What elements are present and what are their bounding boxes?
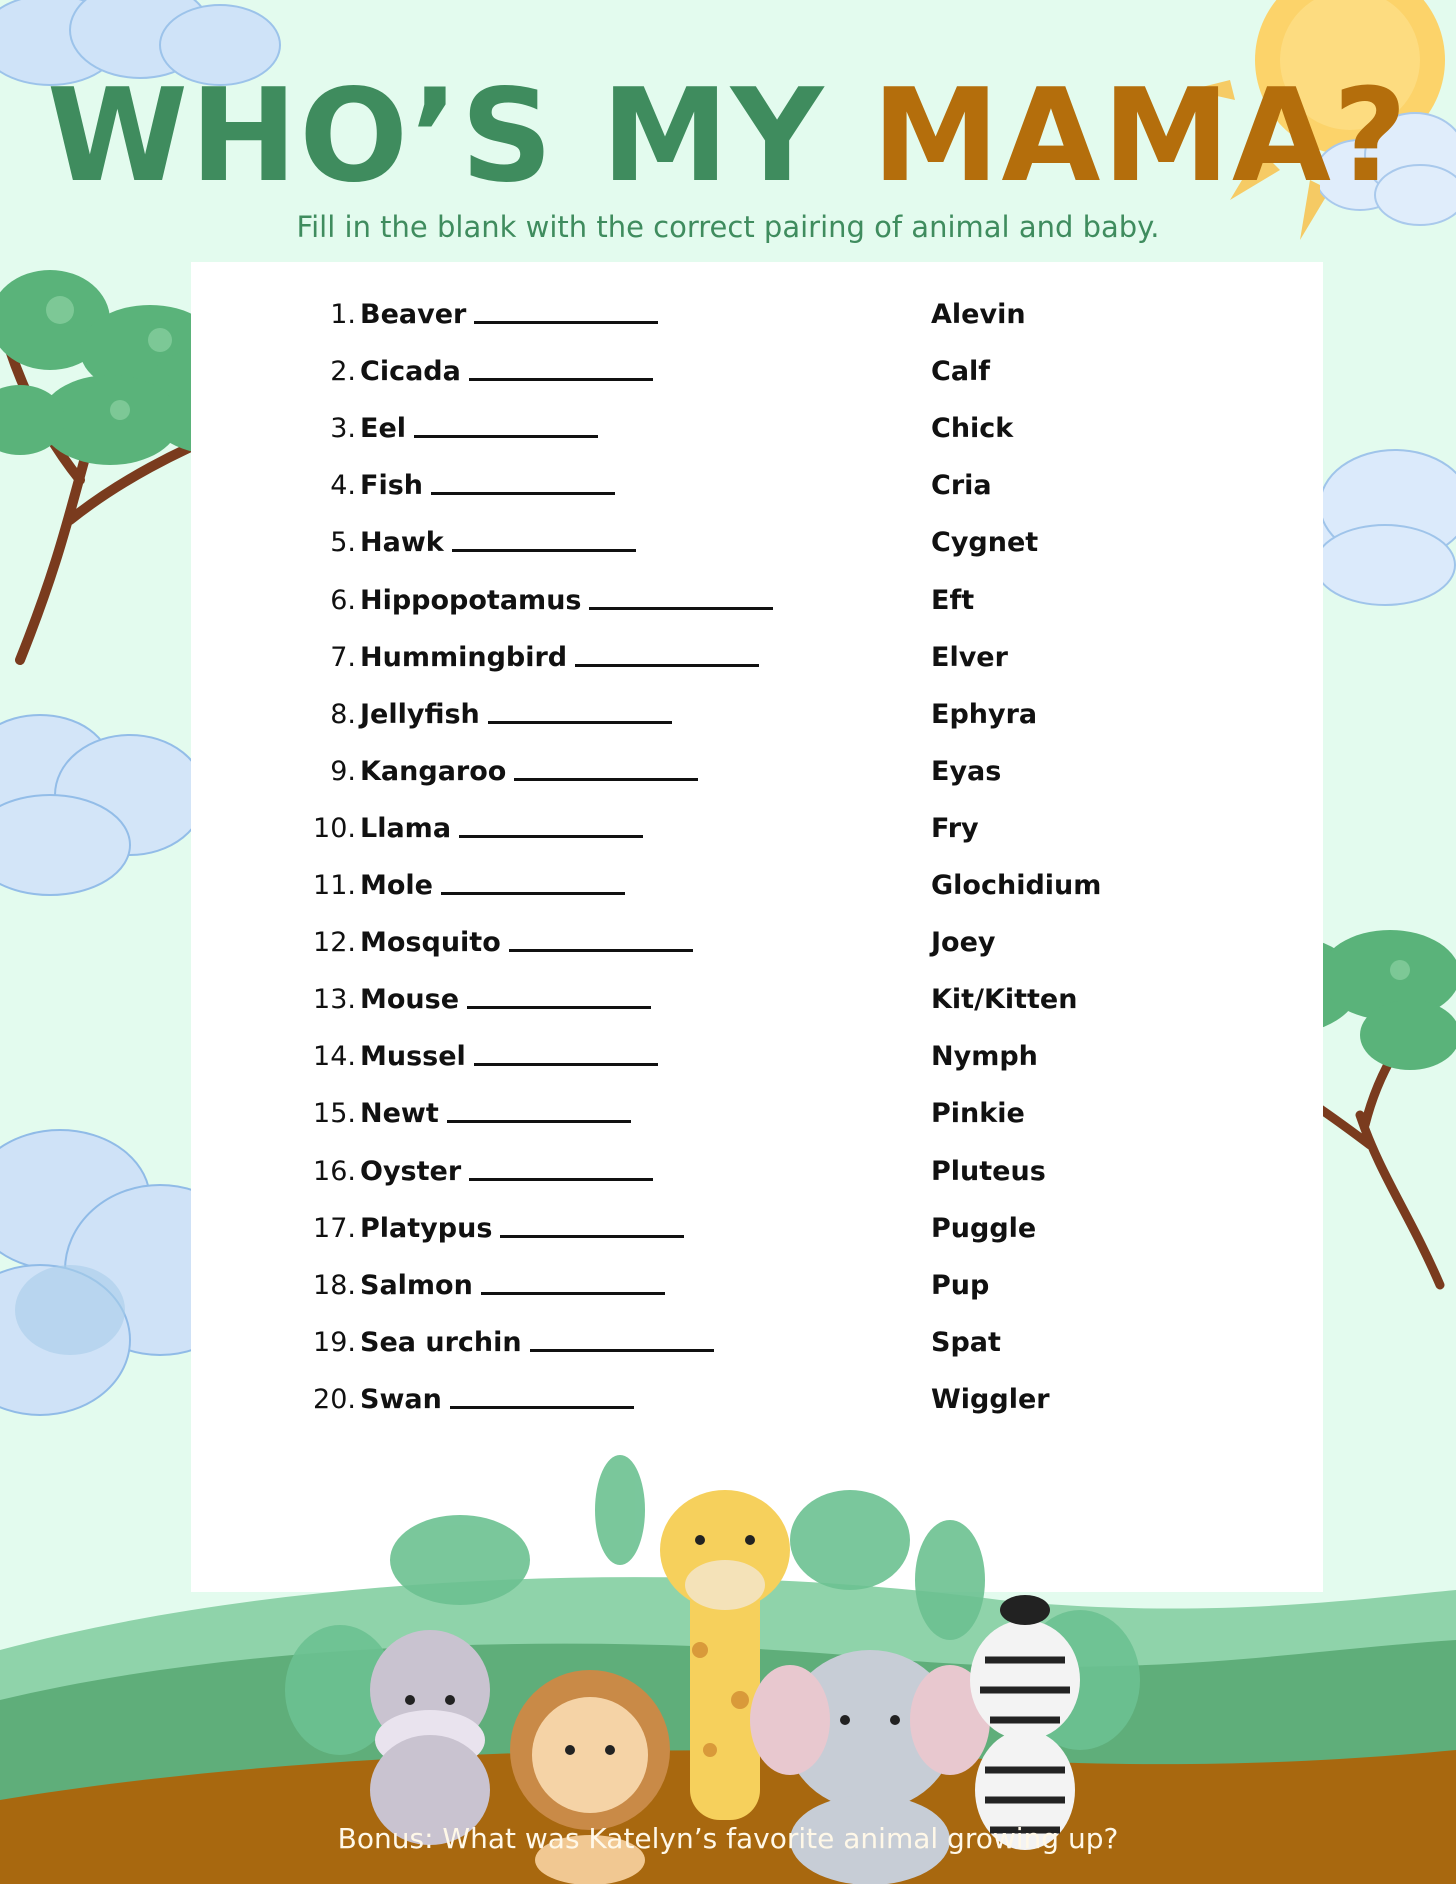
animal-row [306, 518, 636, 568]
animal-number: 7. [330, 641, 356, 673]
animal-name: Hippopotamus [360, 584, 582, 616]
animal-row [306, 1147, 653, 1197]
baby-name: Puggle [931, 1212, 1037, 1244]
animal-name: Mole [360, 870, 433, 901]
animal-number: 6. [330, 584, 356, 616]
baby-name: Eyas [931, 755, 1002, 787]
animal-row [306, 290, 658, 340]
baby-name: Pup [931, 1269, 990, 1301]
answer-blank[interactable] [474, 1049, 658, 1066]
animal-name: Salmon [360, 1269, 473, 1301]
animal-row [306, 347, 653, 397]
animal-row [306, 1204, 684, 1254]
animal-number: 5. [330, 527, 356, 559]
answer-blank[interactable] [469, 1164, 653, 1181]
animal-number: 9. [330, 755, 356, 787]
animal-row [306, 690, 672, 740]
animal-name: Eel [360, 413, 407, 445]
animal-number: 15. [313, 1098, 356, 1130]
baby-name: Pluteus [931, 1155, 1046, 1187]
answer-blank[interactable] [414, 421, 598, 438]
animal-number: 18. [313, 1269, 356, 1301]
answer-blank[interactable] [575, 650, 759, 667]
animal-row [306, 747, 698, 797]
baby-name: Elver [931, 641, 1008, 673]
answer-blank[interactable] [500, 1221, 684, 1238]
baby-name: Cygnet [931, 527, 1039, 559]
animal-row [306, 461, 615, 511]
answer-blank[interactable] [467, 992, 651, 1009]
animal-number: 19. [313, 1326, 356, 1358]
answer-blank[interactable] [481, 1278, 665, 1295]
animal-number: 14. [313, 1041, 356, 1073]
animal-number: 20. [313, 1383, 356, 1415]
animal-row [306, 861, 625, 911]
answer-blank[interactable] [447, 1106, 631, 1123]
animal-row [306, 404, 598, 454]
animal-name: Platypus [360, 1212, 493, 1244]
answer-blank[interactable] [452, 535, 636, 552]
baby-name: Spat [931, 1326, 1001, 1358]
answer-blank[interactable] [450, 1392, 634, 1409]
animal-name: Hummingbird [360, 641, 568, 673]
baby-name: Cria [931, 470, 992, 502]
baby-name: Pinkie [931, 1098, 1025, 1130]
animal-number: 10. [313, 812, 356, 844]
animal-name: Fish [360, 470, 423, 502]
animal-row [306, 1261, 665, 1311]
answer-blank[interactable] [441, 878, 625, 895]
answer-blank[interactable] [469, 364, 653, 381]
animal-number: 11. [313, 870, 356, 901]
answer-blank[interactable] [459, 821, 643, 838]
cloud-left-middle [0, 705, 220, 905]
baby-name: Eft [931, 584, 975, 616]
animal-number: 17. [313, 1212, 356, 1244]
title-part1: WHO’S MY [46, 62, 826, 211]
animal-name: Cicada [360, 356, 461, 388]
baby-name: Alevin [931, 299, 1026, 330]
animal-row [306, 633, 759, 683]
animal-row [306, 1318, 714, 1368]
animal-row [306, 975, 651, 1025]
baby-name: Joey [931, 927, 996, 959]
bottom-scene [0, 1450, 1456, 1884]
answer-blank[interactable] [514, 764, 698, 781]
animal-number: 4. [330, 470, 356, 502]
bonus-question: Bonus: What was Katelyn’s favorite animal growing up? [337, 1822, 1119, 1855]
animal-row [306, 1089, 631, 1139]
animal-name: Mouse [360, 984, 460, 1016]
answer-blank[interactable] [589, 593, 773, 610]
baby-name: Kit/Kitten [931, 984, 1078, 1016]
answer-blank[interactable] [431, 478, 615, 495]
animal-name: Sea urchin [360, 1326, 522, 1358]
animal-number: 2. [330, 356, 356, 388]
animal-number: 8. [330, 698, 356, 730]
animal-row [306, 804, 643, 854]
answer-blank[interactable] [530, 1335, 714, 1352]
animal-name: Mussel [360, 1041, 466, 1073]
animal-row [306, 1032, 658, 1082]
answer-blank[interactable] [474, 307, 658, 324]
animal-name: Jellyfish [360, 698, 480, 730]
baby-name: Chick [931, 413, 1014, 445]
animal-row [306, 576, 773, 626]
animal-name: Beaver [360, 299, 467, 330]
animal-name: Swan [360, 1383, 442, 1415]
hippo-icon [370, 1630, 490, 1845]
animal-name: Mosquito [360, 927, 501, 959]
animal-number: 12. [313, 927, 356, 959]
baby-name: Glochidium [931, 870, 1102, 901]
animal-number: 3. [330, 413, 356, 445]
animal-name: Newt [360, 1098, 439, 1130]
animal-number: 16. [313, 1155, 356, 1187]
animal-name: Hawk [360, 527, 444, 559]
baby-name: Wiggler [931, 1383, 1050, 1415]
animal-name: Oyster [360, 1155, 462, 1187]
baby-name: Nymph [931, 1041, 1038, 1073]
animal-name: Llama [360, 812, 452, 844]
subtitle: Fill in the blank with the correct pairing of animal and baby. [296, 210, 1160, 244]
animal-number: 1. [330, 299, 356, 330]
baby-name: Fry [931, 812, 979, 844]
answer-blank[interactable] [488, 707, 672, 724]
animal-number: 13. [313, 984, 356, 1016]
answer-blank[interactable] [509, 935, 693, 952]
animal-row [306, 1375, 634, 1425]
animal-name: Kangaroo [360, 755, 507, 787]
baby-name: Ephyra [931, 698, 1038, 730]
animal-row [306, 918, 693, 968]
title-part2: MAMA? [872, 62, 1410, 211]
page-title [0, 62, 1456, 212]
baby-name: Calf [931, 356, 991, 388]
